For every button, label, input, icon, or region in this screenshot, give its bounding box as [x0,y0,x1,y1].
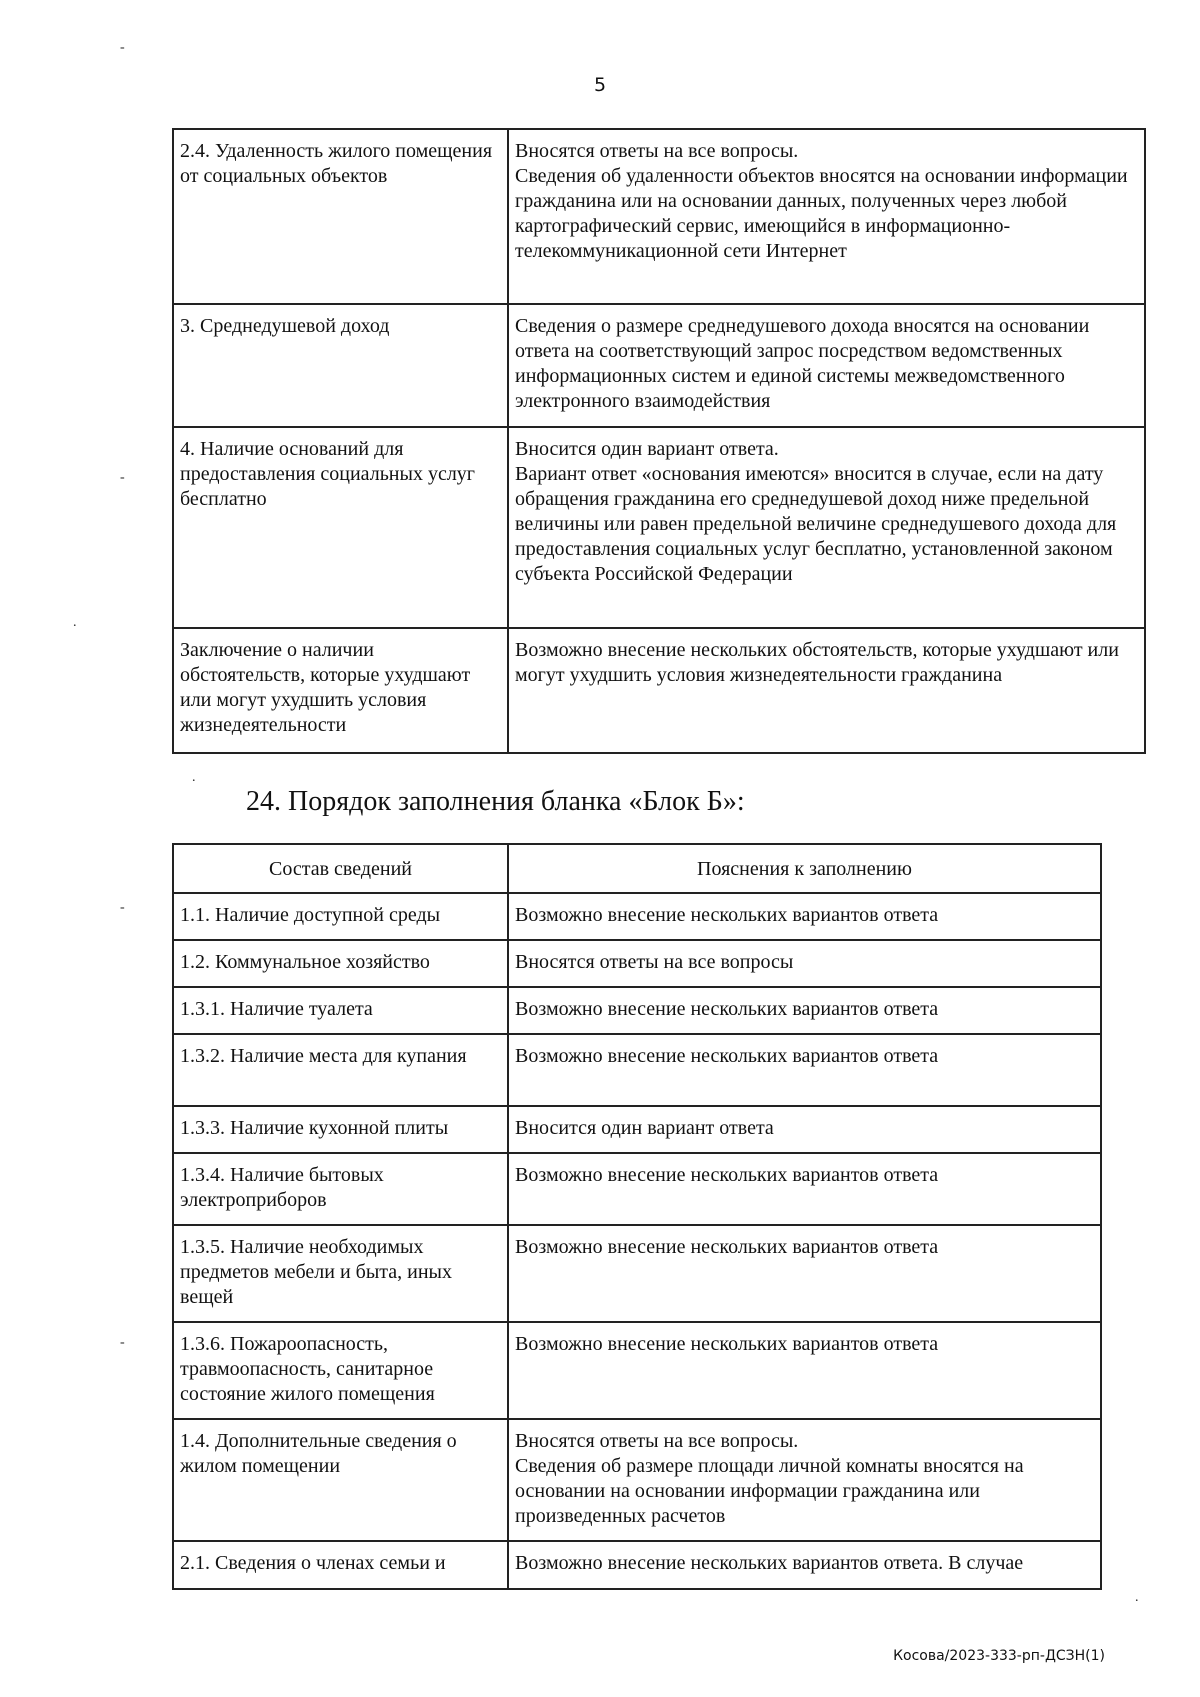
page-number: 5 [593,74,607,96]
table-cell-field: 1.3.5. Наличие необходимых предметов мебели и быта, иных вещей [173,1225,508,1322]
table-cell-explanation: Вносится один вариант ответа. Вариант ответ «основания имеются» вносится в случае, если на дату обращения гражданина его среднедушевой доход ниже предельной величины или равен предельной величине среднедушевого дохода для предоставления социальных услуг бесплатно, установленной законом субъекта Российской Федерации [508,427,1145,628]
scan-speck: - [120,900,125,915]
table-cell-field: 4. Наличие оснований для предоставления социальных услуг бесплатно [173,427,508,628]
table-cell-field: 3. Среднедушевой доход [173,304,508,427]
table-cell-explanation: Сведения о размере среднедушевого дохода вносятся на основании ответа на соответствующий запрос посредством ведомственных информационных систем и единой системы межведомственного электронного взаимодействия [508,304,1145,427]
table-cell-field: 1.2. Коммунальное хозяйство [173,940,508,987]
scan-speck: - [120,1335,125,1350]
table-cell-explanation: Возможно внесение нескольких вариантов ответа. В случае [508,1541,1101,1589]
table-cell-explanation: Вносятся ответы на все вопросы [508,940,1101,987]
table-row [173,1106,1101,1153]
table-row [173,893,1101,940]
table-cell-field: 1.3.1. Наличие туалета [173,987,508,1034]
table-cell-field: 1.1. Наличие доступной среды [173,893,508,940]
scan-speck: . [192,770,196,785]
table-cell-field: 1.3.2. Наличие места для купания [173,1034,508,1106]
table-row [173,1153,1101,1225]
table-row [173,304,1145,427]
table-cell-explanation: Возможно внесение нескольких вариантов ответа [508,987,1101,1034]
table-cell-explanation: Возможно внесение нескольких вариантов ответа [508,1225,1101,1322]
scan-speck: - [120,40,125,55]
scan-speck: . [73,615,77,630]
column-header: Состав сведений [173,844,508,893]
table-cell-explanation: Возможно внесение нескольких обстоятельств, которые ухудшают или могут ухудшить условия жизнедеятельности гражданина [508,628,1145,753]
table-cell-field: 2.1. Сведения о членах семьи и [173,1541,508,1589]
table-cell-field: 1.4. Дополнительные сведения о жилом помещении [173,1419,508,1541]
table-block-a-continued [172,128,1146,754]
table-cell-explanation: Вносятся ответы на все вопросы. Сведения об удаленности объектов вносятся на основании информации гражданина или на основании данных, полученных через любой картографический сервис, имеющийся в информационно-телекоммуникационной сети Интернет [508,129,1145,304]
table-row [173,129,1145,304]
scan-speck: - [120,470,125,485]
table-header-row [173,844,1101,893]
table-block-b [172,843,1102,1590]
table-row [173,1034,1101,1106]
scan-speck: . [1135,1590,1139,1605]
table-row [173,1225,1101,1322]
table-cell-explanation: Возможно внесение нескольких вариантов ответа [508,1153,1101,1225]
column-header: Пояснения к заполнению [508,844,1101,893]
table-cell-explanation: Возможно внесение нескольких вариантов ответа [508,1322,1101,1419]
table-cell-field: Заключение о наличии обстоятельств, которые ухудшают или могут ухудшить условия жизнедеятельности [173,628,508,753]
document-footer-id: Косова/2023-333-рп-ДСЗН(1) [893,1648,1105,1664]
table-row [173,427,1145,628]
table-cell-field: 1.3.6. Пожароопасность, травмоопасность, санитарное состояние жилого помещения [173,1322,508,1419]
table-row [173,940,1101,987]
table-cell-explanation: Вносится один вариант ответа [508,1106,1101,1153]
section-heading: 24. Порядок заполнения бланка «Блок Б»: [246,786,745,817]
table-row [173,628,1145,753]
table-cell-field: 2.4. Удаленность жилого помещения от социальных объектов [173,129,508,304]
table-cell-explanation: Возможно внесение нескольких вариантов ответа [508,1034,1101,1106]
table-row [173,1541,1101,1589]
table-cell-explanation: Вносятся ответы на все вопросы. Сведения об размере площади личной комнаты вносятся на основании на основании информации гражданина или произведенных расчетов [508,1419,1101,1541]
table-row [173,1322,1101,1419]
table-cell-field: 1.3.3. Наличие кухонной плиты [173,1106,508,1153]
table-row [173,1419,1101,1541]
table-row [173,987,1101,1034]
table-cell-explanation: Возможно внесение нескольких вариантов ответа [508,893,1101,940]
table-cell-field: 1.3.4. Наличие бытовых электроприборов [173,1153,508,1225]
